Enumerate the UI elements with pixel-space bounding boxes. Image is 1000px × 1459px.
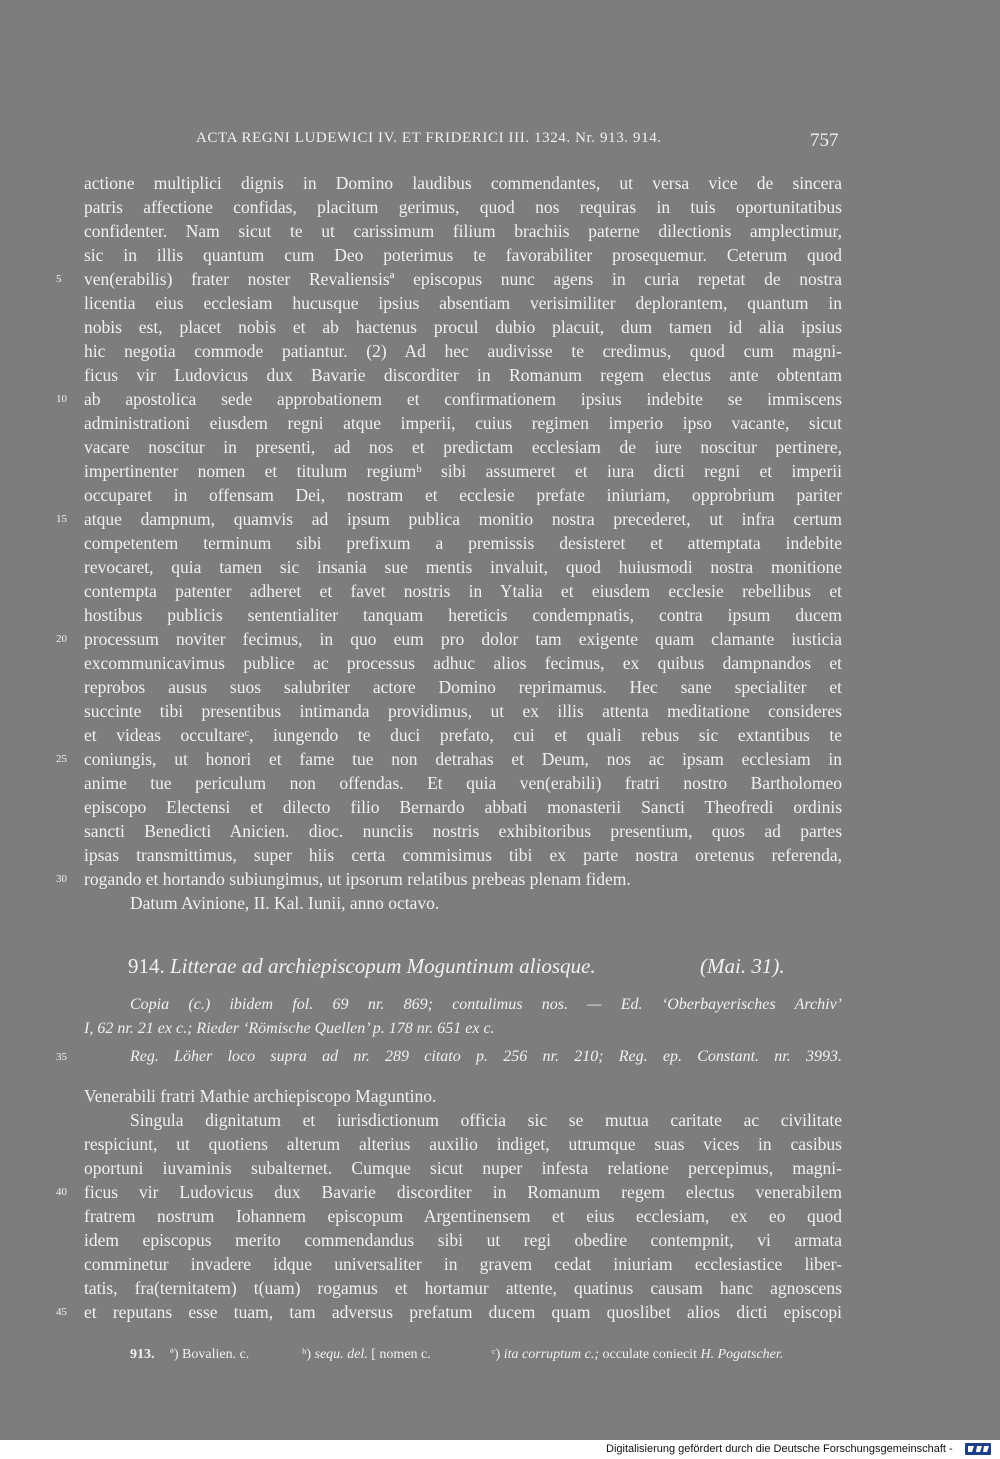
regest-note: Reg. Löher loco supra ad nr. 289 citato p. 256 nr. 210; Reg. ep. Constant. nr. 3993.: [130, 1048, 842, 1065]
footnote-c-rest: occulate coniecit: [602, 1347, 697, 1362]
line-number: 45: [56, 1306, 67, 1318]
footnote-c-italic: ita corruptum c.;: [503, 1347, 600, 1362]
text-line: fratrem nostrum Iohannem episcopum Argentinensem et eius ecclesiam, ex eo quod: [84, 1206, 842, 1226]
document-heading: [128, 954, 785, 979]
text-line: sancti Benedicti Anicien. dioc. nunciis nostris exhibitoribus presentium, quos ad partes: [84, 821, 842, 841]
text-line: hic negotia commode patiantur. (2) Ad hec audivisse te credimus, quod cum magni-: [84, 341, 842, 361]
document-date: (Mai. 31).: [700, 954, 785, 978]
text-line: administrationi eiusdem regni atque imperii, cuius regimen imperio ipso vacante, sicut: [84, 413, 842, 433]
text-line: rogando et hortando subiungimus, ut ipsorum relatibus prebeas plenam fidem.: [84, 869, 631, 889]
text-line: ab apostolica sede approbationem et confirmationem ipsius indebite se immiscens: [84, 389, 842, 409]
footnote-a: ª) Bovalien. c.: [170, 1347, 250, 1362]
line-number: 40: [56, 1186, 67, 1198]
text-line: episcopo Electensi et dilecto filio Bernardo abbati monasterii Sancti Theofredi ordinis: [84, 797, 842, 817]
line-number: 15: [56, 513, 67, 525]
digitization-credit: Digitalisierung gefördert durch die Deutsche Forschungsgemeinschaft -: [606, 1443, 953, 1455]
line-number: 5: [56, 273, 62, 285]
footnote-c-name: H. Pogatscher.: [700, 1347, 784, 1362]
text-line: idem episcopus merito commendandus sibi ut regi obedire contempnit, vi armata: [84, 1230, 842, 1250]
source-note: Copia (c.) ibidem fol. 69 nr. 869; contulimus nos. — Ed. ‘Oberbayerisches Archiv’: [130, 996, 842, 1013]
text-line: anime tue periculum non offendas. Et quia ven(erabili) fratri nostro Bartholomeo: [84, 773, 842, 793]
document-title: Litterae ad archiepiscopum Moguntinum aliosque.: [170, 954, 596, 978]
text-line: sic in illis quantum cum Deo poterimus te favorabiliter prosequemur. Ceterum quod: [84, 245, 842, 265]
text-line: patris affectione confidas, placitum gerimus, quod nos requiras in tuis oportunitatibus: [84, 197, 842, 217]
text-line: coniungis, ut honori et fame tue non detrahas et Deum, nos ac ipsam ecclesiam in: [84, 749, 842, 769]
running-title: ACTA REGNI LUDEWICI IV. ET FRIDERICI III. 1324. Nr. 913. 914.: [196, 130, 662, 146]
text-line: tatis, fra(ternitatem) t(uam) rogamus et hortamur attente, quatinus causam hanc agnoscens: [84, 1278, 842, 1298]
document-number: 914.: [128, 954, 165, 978]
text-line: competentem terminum sibi prefixum a premissis desisteret et attemptata indebite: [84, 533, 842, 553]
text-line: atque dampnum, quamvis ad ipsum publica monitio nostra precederet, ut infra certum: [84, 509, 842, 529]
text-line: succinte tibi presentibus intimanda providimus, ut ex illis attenta meditatione consideres: [84, 701, 842, 721]
text-line: impertinenter nomen et titulum regiumᵇ sibi assumeret et iura dicti regni et imperii: [84, 461, 842, 481]
text-line: ven(erabilis) frater noster Revaliensisª episcopus nunc agens in curia repetat de nostra: [84, 269, 842, 289]
text-line: Singula dignitatum et iurisdictionum officia sic se mutua caritate ac civilitate: [130, 1110, 842, 1130]
text-line: occuparet in offensam Dei, nostram et ecclesie prefate iniuriam, opprobrium pariter: [84, 485, 842, 505]
page-number: 757: [810, 130, 839, 151]
text-line: excommunicavimus publice ac processus adhuc alios fecimus, ex quibus dampnandos et: [84, 653, 842, 673]
line-number: 35: [56, 1051, 67, 1063]
footnote-b-italic: sequ. del.: [314, 1347, 368, 1362]
text-line: et videas occultareᶜ, iungendo te duci prefato, cui et quali rebus sic extantibus te: [84, 725, 842, 745]
footnote-c-mark: ᶜ): [492, 1347, 501, 1362]
footnote-b: [302, 1347, 431, 1363]
footnote-label: 913.: [130, 1347, 155, 1362]
line-number: 30: [56, 873, 67, 885]
text-line: licentia eius ecclesiam hucusque ipsius absentiam verisimiliter deplorantem, quantum in: [84, 293, 842, 313]
text-line: revocaret, quia tamen sic insania sue mentis invaluit, quod huiusmodi nostra monitione: [84, 557, 842, 577]
text-line: comminetur invadere idque universaliter in gravem cedat iniuriam ecclesiastice liber-: [84, 1254, 842, 1274]
line-number: 10: [56, 393, 67, 405]
text-line: vacare noscitur in presenti, ad nos et predictam ecclesiam de iure noscitur pertinere,: [84, 437, 842, 457]
text-line: reprobos ausus suos salubriter actore Domino reprimamus. Hec sane specialiter et: [84, 677, 842, 697]
datum-line: Datum Avinione, II. Kal. Iunii, anno octavo.: [130, 893, 440, 913]
footnote-b-rest: [ nomen c.: [371, 1347, 431, 1362]
line-number: 25: [56, 753, 67, 765]
text-line: actione multiplici dignis in Domino laudibus commendantes, ut versa vice de sincera: [84, 173, 842, 193]
text-line: hostibus publicis sententialiter tanquam hereticis condempnatis, contra ipsum ducem: [84, 605, 842, 625]
text-line: et reputans esse tuam, tam adversus prefatum ducem quam quoslibet alios dicti episcopi: [84, 1302, 842, 1322]
text-line: ficus vir Ludovicus dux Bavarie discorditer in Romanum regem electus venerabilem: [84, 1182, 842, 1202]
text-line: respiciunt, ut quotiens alterum alterius auxilio indiget, utrumque suas vices in casibus: [84, 1134, 842, 1154]
text-line: contempta patenter adheret et favet nostris in Ytalia et eiusdem ecclesie rebellibus et: [84, 581, 842, 601]
text-line: processum noviter fecimus, in quo eum pro dolor tam exigente quam clamante iusticia: [84, 629, 842, 649]
footnote-c: [492, 1347, 783, 1363]
text-line: nobis est, placet nobis et ab hactenus procul dubio placuit, dum tamen id alia ipsius: [84, 317, 842, 337]
footnote-b-mark: ᵇ): [302, 1347, 311, 1362]
source-note: I, 62 nr. 21 ex c.; Rieder ‘Römische Quellen’ p. 178 nr. 651 ex c.: [84, 1020, 495, 1037]
text-line: ipsas transmittimus, super hiis certa commisimus tibi ex parte nostra oretenus referenda,: [84, 845, 842, 865]
address-line: Venerabili fratri Mathie archiepiscopo Maguntino.: [84, 1086, 437, 1106]
text-line: confidenter. Nam sicut te ut carissimum filium brachiis paterne dilectionis amplectimur,: [84, 221, 842, 241]
text-line: oportuni iuvaminis subalternet. Cumque sicut nuper infesta relatione percepimus, magni-: [84, 1158, 842, 1178]
line-number: 20: [56, 633, 67, 645]
dfg-logo-icon: [965, 1443, 991, 1455]
text-line: ficus vir Ludovicus dux Bavarie discorditer in Romanum regem electus ante obtentam: [84, 365, 842, 385]
